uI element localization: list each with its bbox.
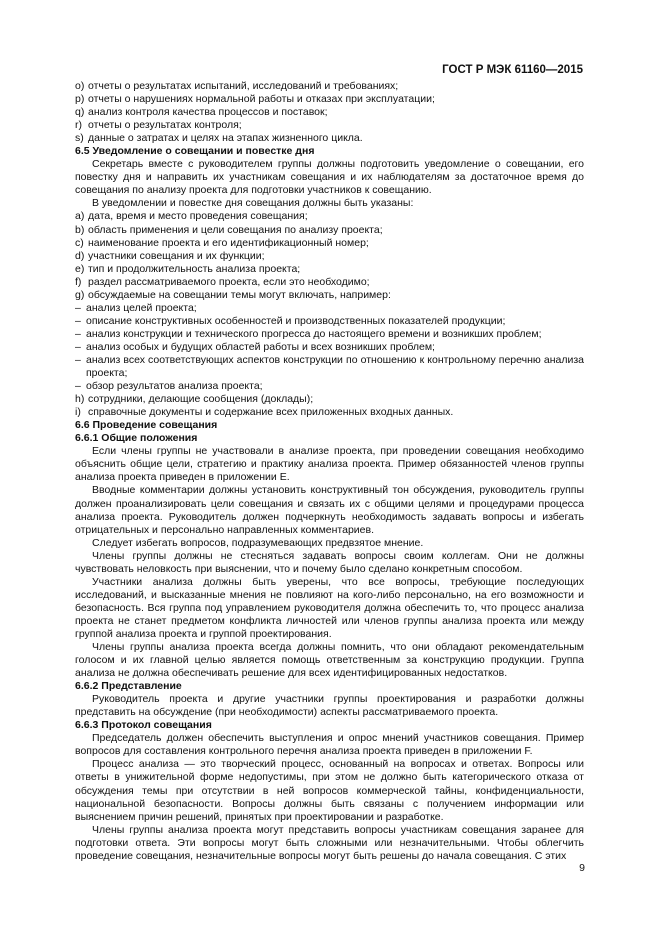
document-code: ГОСТ Р МЭК 61160—2015 (442, 64, 583, 76)
list-text: отчеты о нарушениях нормальной работы и отказах при эксплуатации; (88, 93, 435, 106)
list-text: анализ контроля качества процессов и поставок; (88, 106, 328, 119)
agenda-list-continued (75, 393, 584, 419)
list-item (75, 250, 584, 263)
list-item (75, 132, 584, 145)
list-marker: o) (75, 80, 85, 92)
paragraph: Руководитель проекта и другие участники группы проектирования и разработки должны представить на обсуждение (при необходимости) аспекты рассматриваемого проекта. (75, 693, 584, 719)
paragraph: Вводные комментарии должны установить конструктивный тон обсуждения, руководитель группы должен проанализировать цели совещания и связать их с общими целями и процедурами процесса анализа проекта. Руководитель должен подчеркнуть необходимость задавать вопросы и избегать отрицательных и персонально направленных комментариев. (75, 484, 584, 536)
paragraph: Члены группы анализа проекта могут представить вопросы участникам совещания заранее для подготовки ответа. Эти вопросы могут быть сложными или незначительными. Чтобы облегчить проведение совещания, незначительные вопросы могут быть решены до начала совещания. С этих (75, 823, 584, 862)
dash-marker: – (75, 340, 81, 353)
dash-text: описание конструктивных особенностей и производственных показателей продукции; (86, 314, 506, 327)
list-item (75, 393, 584, 406)
list-marker: f) (75, 275, 82, 288)
list-marker: b) (75, 223, 85, 236)
paragraph: Председатель должен обеспечить выступления и опрос мнений участников совещания. Пример вопросов для составления контрольного перечня анализа проекта приведен в приложении F. (75, 732, 584, 758)
list-marker: p) (75, 93, 85, 106)
page-number: 9 (579, 862, 585, 874)
dash-item (75, 328, 584, 341)
list-text: данные о затратах и целях на этапах жизненного цикла. (88, 132, 363, 145)
paragraph: Члены группы анализа проекта всегда должны помнить, что они обладают рекомендательным голосом и их главной целью является помощь ответственным за конструкцию продукции. Группа анализа не должна обеспечивать решение для всех идентифицированных недостатков. (75, 641, 584, 680)
dash-text: анализ конструкции и технического прогресса до настоящего времени и возникших проблем; (86, 327, 542, 340)
paragraph: Если члены группы не участвовали в анализе проекта, при проведении совещания необходимо объяснить общие цели, стратегию и практику анализа проекта. Пример обязанностей членов группы анализа проекта приведен в приложении E. (75, 445, 584, 484)
list-text: тип и продолжительность анализа проекта; (88, 262, 301, 275)
list-item (75, 119, 584, 132)
paragraph: Секретарь вместе с руководителем группы должны подготовить уведомление о совещании, его повестку дня и направить их участникам совещания и их наблюдателям за достаточное время до совещания по анализу проекта для подготовки участников к совещанию. (75, 158, 584, 197)
list-marker: h) (75, 393, 85, 406)
dash-text: анализ особых и будущих областей работы и всех возникших проблем; (86, 340, 435, 353)
list-marker: c) (75, 236, 84, 249)
list-marker: s) (75, 132, 84, 145)
list-text: участники совещания и их функции; (88, 249, 265, 262)
list-item (75, 406, 584, 419)
subsection-heading-6-6-3: 6.6.3 Протокол совещания (75, 719, 212, 732)
list-item (75, 93, 584, 106)
dash-item (75, 315, 584, 328)
dash-item (75, 302, 584, 315)
list-item (75, 289, 584, 302)
dash-list (75, 302, 584, 393)
list-marker: q) (75, 106, 85, 119)
subsection-heading-6-6-1: 6.6.1 Общие положения (75, 432, 198, 445)
list-item (75, 80, 584, 93)
paragraph: Члены группы должны не стесняться задавать вопросы своим коллегам. Они не должны чувствовать неловкость при выяснении, что и почему было сделано конкретным способом. (75, 549, 584, 575)
list-text: область применения и цели совещания по анализу проекта; (88, 223, 383, 236)
section-heading-6-5: 6.5 Уведомление о совещании и повестке дня (75, 145, 315, 158)
dash-item (75, 380, 584, 393)
list-text: отчеты о результатах контроля; (88, 119, 242, 132)
list-text: справочные документы и содержание всех приложенных входных данных. (88, 406, 454, 419)
dash-item (75, 341, 584, 354)
paragraph: Следует избегать вопросов, подразумевающих предвзятое мнение. (92, 536, 424, 549)
list-marker: i) (75, 406, 81, 419)
dash-text: обзор результатов анализа проекта; (86, 380, 263, 393)
page-content (75, 80, 584, 863)
list-text: раздел рассматриваемого проекта, если это необходимо; (88, 275, 370, 288)
list-text: сотрудники, делающие сообщения (доклады); (88, 393, 314, 406)
dash-marker: – (75, 353, 81, 366)
list-marker: e) (75, 262, 85, 275)
agenda-list (75, 210, 584, 301)
list-item (75, 210, 584, 223)
list-marker: d) (75, 249, 85, 262)
list-text: обсуждаемые на совещании темы могут включать, например: (88, 288, 391, 301)
list-item (75, 276, 584, 289)
dash-marker: – (75, 301, 81, 314)
dash-marker: – (75, 314, 81, 327)
list-marker: r) (75, 119, 82, 132)
list-text: наименование проекта и его идентификационный номер; (88, 236, 369, 249)
subsection-heading-6-6-2: 6.6.2 Представление (75, 680, 182, 693)
dash-marker: – (75, 327, 81, 340)
list-marker: a) (75, 210, 85, 223)
dash-marker: – (75, 380, 81, 393)
section-heading-6-6: 6.6 Проведение совещания (75, 419, 218, 432)
list-item (75, 224, 584, 237)
paragraph: Процесс анализа — это творческий процесс, основанный на вопросах и ответах. Вопросы или ответы в унижительной форме недопустимы, при этом не должно быть категорического отказа от обсуждения темы при отсутствии в ней вопросов коммерческой тайны, конфиденциальности, национальной безопасности. Вопросы должны быть связаны с получением информации или выяснением причин решений, принятых при проектировании и разработке. (75, 758, 584, 823)
list-text: дата, время и место проведения совещания; (88, 210, 308, 223)
dash-text: анализ всех соответствующих аспектов конструкции по отношению к контрольному перечню анализа проекта; (86, 353, 584, 380)
list-text: отчеты о результатах испытаний, исследований и требованиях; (88, 80, 399, 92)
list-item (75, 106, 584, 119)
dash-item (75, 354, 584, 380)
list-top (75, 80, 584, 145)
paragraph: В уведомлении и повестке дня совещания должны быть указаны: (92, 197, 414, 210)
list-item (75, 237, 584, 250)
dash-text: анализ целей проекта; (86, 301, 197, 314)
paragraph: Участники анализа должны быть уверены, что все вопросы, требующие последующих исследований, и высказанные мнения не повлияют на кого-либо персонально, на его возможности и безопасность. Вся группа под управлением руководителя должна обеспечить то, что процесс анализа проекта не станет предметом конфликта личностей или членов группы анализа проекта или между группой анализа проекта и группой проектирования. (75, 575, 584, 640)
list-item (75, 263, 584, 276)
list-marker: g) (75, 288, 85, 301)
